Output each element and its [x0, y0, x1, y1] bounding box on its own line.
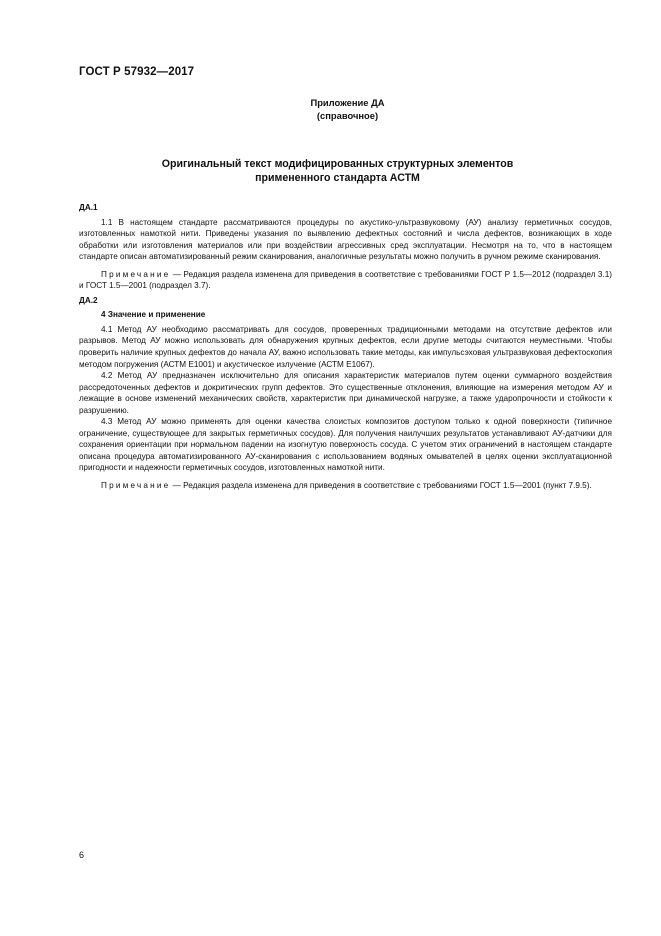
title-line-2: примененного стандарта АСТМ [255, 172, 420, 184]
note-label: Примечание [101, 481, 171, 491]
paragraph-4-1: 4.1 Метод АУ необходимо рассматривать для сосудов, проверенных традиционными методами на отсутствие дефектов или разрывов. Метод АУ можно использовать для обнаружения крупных дефектов, если другие методы считаются неуместными. Чтобы проверить наличие крупных дефектов до начала АУ, важно использовать такие методы, как импульсэховая ультразвуковая дефектоскопия методом погружения (АСТМ Е1001) и акустическое излучение (АСТМ Е1067). [79, 324, 612, 369]
standard-designation: ГОСТ Р 57932—2017 [79, 66, 195, 78]
section-heading-4: 4 Значение и применение [101, 310, 206, 320]
note-text: — Редакция раздела изменена для приведения в соответствие с требованиями ГОСТ 1.5—2001 (пункт 7.9.5). [170, 481, 592, 491]
title-line-1: Оригинальный текст модифицированных структурных элементов [161, 158, 514, 170]
note-label: Примечание [101, 269, 171, 279]
note-da2 [79, 480, 612, 492]
section-label-da1: ДА.1 [79, 203, 98, 212]
appendix-subtitle: (справочное) [316, 110, 379, 121]
appendix-heading [0, 96, 661, 122]
note-da1 [79, 269, 612, 292]
note-text: — Редакция раздела изменена для приведения в соответствие с требованиями ГОСТ Р 1.5—2012 (подраздел 3.1) и ГОСТ 1.5—2001 (подраздел 3.7). [79, 269, 612, 291]
paragraph-4-3: 4.3 Метод АУ можно применять для оценки качества слоистых композитов доступом только к одной поверхности (типичное ограничение, существующее для закрытых герметичных сосудов). Для получения наилучших результатов устанавливают АУ-датчики для сохранения ориентации при нормальном падении на изогнутую поверхность сосуда. С учетом этих ограничений в настоящем стандарте описана процедура автоматизированного АУ-сканирования с использованием водяных омывателей в целях оценки эксплуатационной пригодности и надежности герметичных сосудов, изготовленных намоткой нити. [79, 417, 612, 473]
document-title [0, 157, 661, 185]
page-number: 6 [79, 850, 85, 860]
appendix-title: Приложение ДА [310, 97, 385, 108]
body-text [79, 202, 612, 492]
paragraph-4-2: 4.2 Метод АУ предназначен исключительно для описания характеристик материалов путем оценки суммарного воздействия рассредоточенных дефектов и докритических групп дефектов. Это существенные отклонения, влияющие на измерения методом АУ и лежащие в основе изменений механических свойств, характеристик при динамической нагрузке, а также ударопрочности и стойкости к разрушению. [79, 371, 612, 415]
section-label-da2: ДА.2 [79, 295, 98, 305]
paragraph-1-1: 1.1 В настоящем стандарте рассматриваются процедуры по акустико-ультразвуковому (АУ) анализу герметичных сосудов, изготовленных намоткой нити. Приведены указания по выявлению дефектных состояний и числа дефектов, возникающих в ходе обработки или изготовления материалов или при воздействии агрессивных сред эксплуатации. Несмотря на то, что в настоящем стандарте описан автоматизированный режим сканирования, аналогичные результаты можно получить в ручном режиме сканирования. [79, 217, 612, 262]
